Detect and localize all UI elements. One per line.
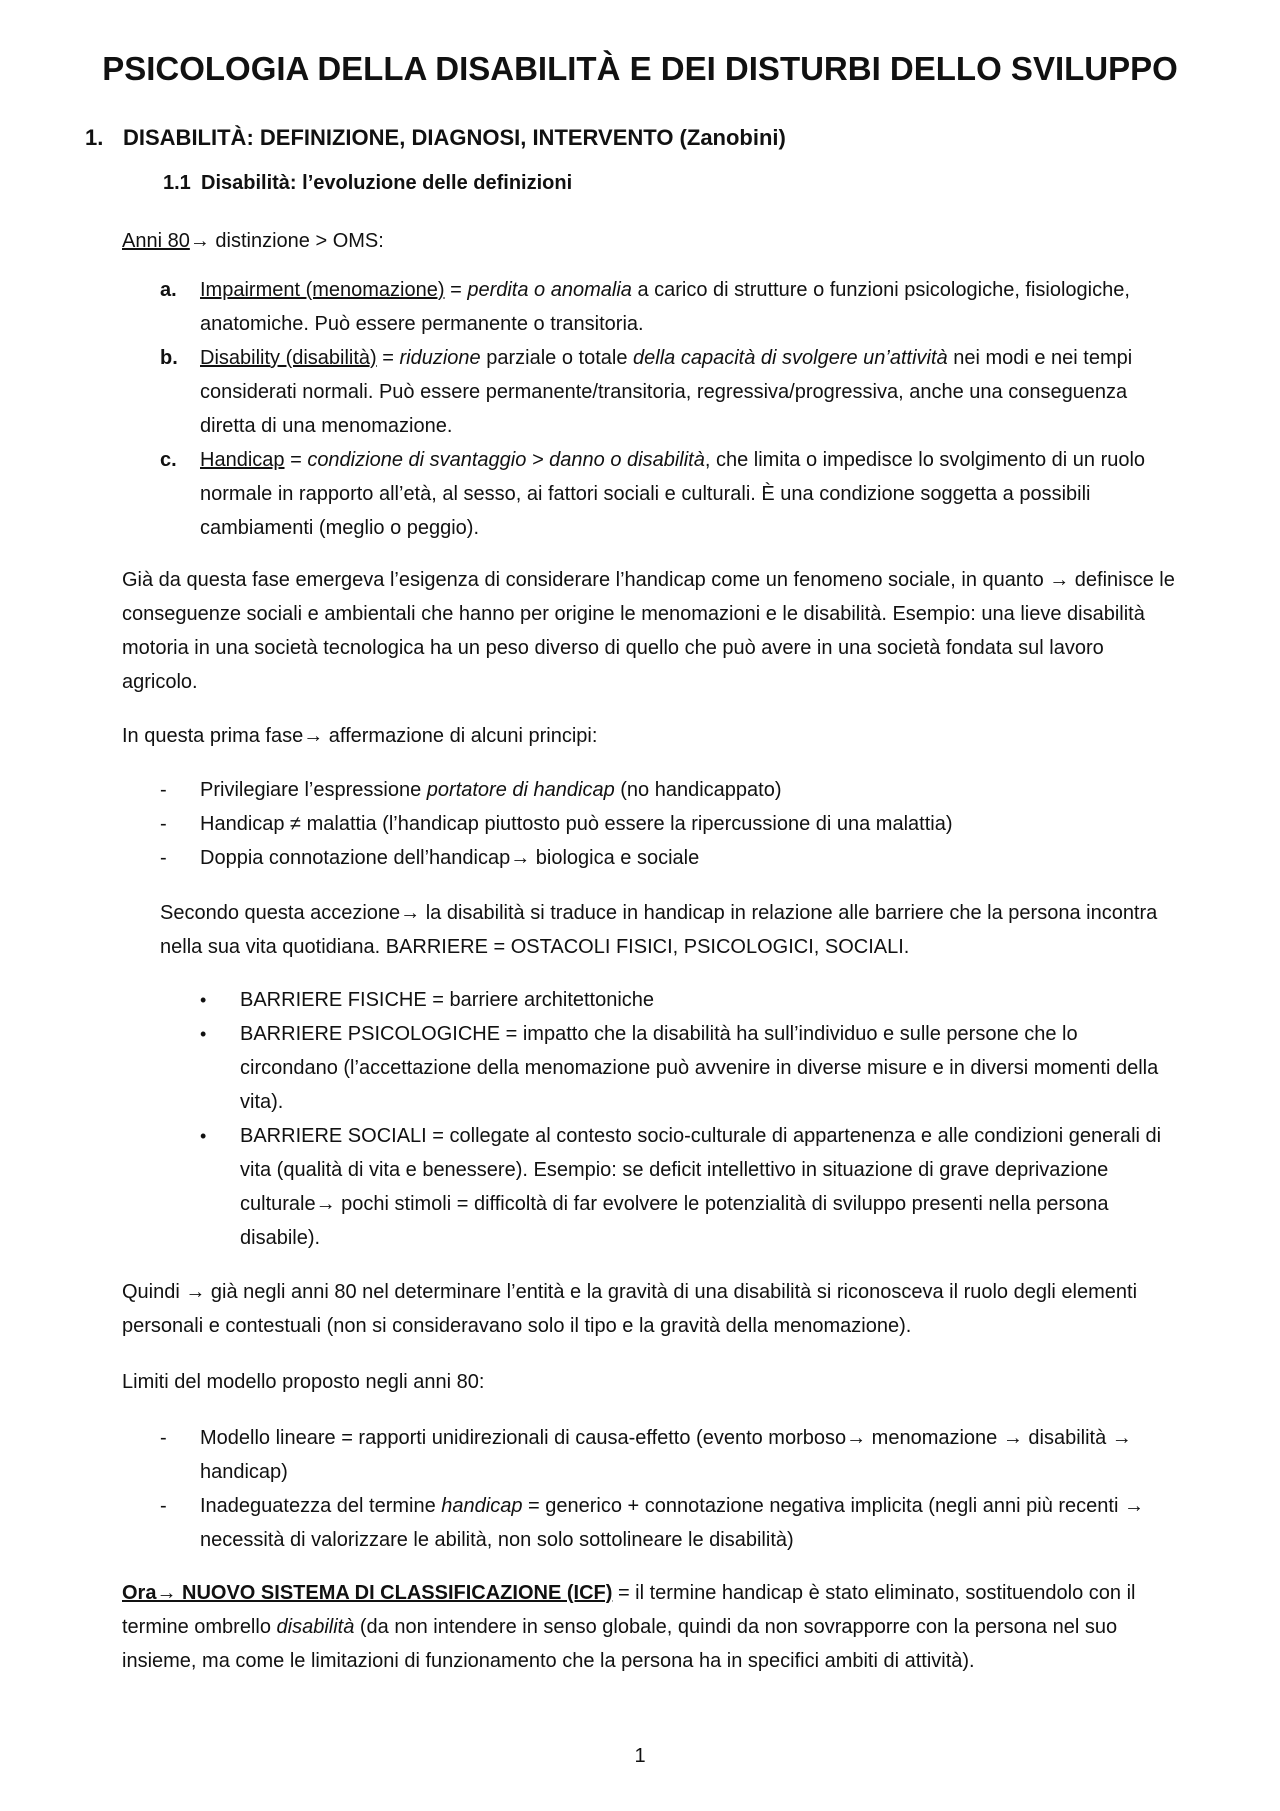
term: Impairment (menomazione) — [200, 279, 445, 301]
list-item — [200, 1119, 1180, 1255]
paragraph: Quindi → già negli anni 80 nel determinare l’entità e la gravità di una disabilità si riconosceva il ruolo degli elementi personali e contestuali (non si consideravano solo il tipo e la gravità della menomazione). — [122, 1281, 1138, 1337]
subsection-title: Disabilità: l’evoluzione delle definizioni — [201, 172, 573, 194]
list-item — [200, 983, 1180, 1017]
document-title: PSICOLOGIA DELLA DISABILITÀ E DEI DISTURBI DELLO SVILUPPO — [102, 50, 1178, 87]
italic-run: perdita o anomalia — [467, 279, 632, 301]
list-item-text: BARRIERE PSICOLOGICHE = impatto che la disabilità ha sull’individuo e sulle persone che lo circondano (l’accettazione della menomazione può avvenire in diverse misure e in diversi momenti della vita). — [240, 1023, 1159, 1113]
list-marker: c. — [160, 449, 177, 471]
bullet-icon: • — [200, 1024, 207, 1044]
bullet-icon: • — [200, 990, 207, 1010]
list-item-text: Doppia connotazione dell’handicap→ biologica e sociale — [200, 847, 700, 869]
icf-paragraph — [122, 1576, 1182, 1678]
italic-run: della capacità di svolgere un’attività — [633, 347, 948, 369]
text-run: (no handicappato) — [614, 779, 782, 801]
text-run: Inadeguatezza del termine — [200, 1495, 442, 1517]
text-run: , che limita o impedisce lo svolgimento di un ruolo normale in rapporto all’età, al sesso, ai fattori sociali e culturali. È una condizione soggetta a possibili cambiamenti (meglio o peggio). — [200, 449, 1146, 539]
text-run: nei modi e nei tempi considerati normali. Può essere permanente/transitoria, regressiva/progressiva, anche una conseguenza diretta di una menomazione. — [200, 347, 1133, 437]
bullet-icon: • — [200, 1126, 207, 1146]
text-run: Privilegiare l’espressione — [200, 779, 427, 801]
list-item-text — [200, 1489, 1180, 1557]
text-run: a carico di strutture o funzioni psicologiche, fisiologiche, anatomiche. Può essere permanente o transitoria. — [200, 279, 1130, 335]
text-run: parziale o totale — [480, 347, 634, 369]
list-item — [160, 1421, 1180, 1489]
arrow-glyph: → — [189, 230, 210, 252]
italic-run: condizione di svantaggio > danno o disabilità — [307, 449, 705, 471]
list-item — [160, 841, 1180, 875]
list-item — [160, 341, 1180, 443]
list-item-text: BARRIERE SOCIALI = collegate al contesto socio-culturale di appartenenza e alle condizioni generali di vita (qualità di vita e benessere). Esempio: se deficit intellettivo in situazione di grave deprivazione culturale→ pochi stimoli = difficoltà di far evolvere le potenzialità di sviluppo presenti nella persona disabile). — [240, 1125, 1162, 1249]
list-item-text: Modello lineare = rapporti unidirezionali di causa-effetto (evento morboso→ menomazione → disabilità → handicap) — [200, 1427, 1132, 1483]
paragraph: Già da questa fase emergeva l’esigenza di considerare l’handicap come un fenomeno sociale, in quanto → definisce le conseguenze sociali e ambientali che hanno per origine le menomazioni e le disabilità. Esempio: una lieve disabilità motoria in una società tecnologica ha un peso diverso di quello che può avere in una società fondata sul lavoro agricolo. — [122, 569, 1175, 693]
term: Disability (disabilità) — [200, 347, 377, 369]
list-marker: - — [160, 1495, 167, 1517]
anni80-text: distinzione > OMS: — [209, 230, 384, 252]
list-item-text: Handicap ≠ malattia (l’handicap piuttosto può essere la ripercussione di una malattia) — [200, 813, 953, 835]
text-run: = generico + connotazione negativa implicita (negli anni più recenti → necessità di valorizzare le abilità, non solo sottolineare le disabilità) — [200, 1495, 1144, 1551]
section-title: DISABILITÀ: DEFINIZIONE, DIAGNOSI, INTERVENTO (Zanobini) — [123, 125, 786, 150]
list-marker: - — [160, 847, 167, 869]
list-item — [160, 273, 1180, 341]
list-item-text — [200, 443, 1180, 545]
list-item-text — [200, 773, 1180, 807]
italic-run: handicap — [441, 1495, 523, 1517]
term: Handicap — [200, 449, 285, 471]
italic-run: portatore di handicap — [426, 779, 615, 801]
list-item — [160, 807, 1180, 841]
section-heading — [85, 125, 786, 151]
text-run: = il termine handicap è stato eliminato, sostituendolo con il termine ombrello — [122, 1582, 1136, 1638]
italic-run: disabilità — [276, 1616, 355, 1638]
list-marker: - — [160, 1427, 167, 1449]
italic-run: riduzione — [399, 347, 481, 369]
list-item — [160, 443, 1180, 545]
list-marker: - — [160, 813, 167, 835]
text-run: = — [376, 347, 400, 369]
section-number: 1. — [85, 125, 104, 150]
list-marker: - — [160, 779, 167, 801]
anni80-label: Anni 80 — [122, 230, 190, 252]
list-item — [160, 773, 1180, 807]
list-marker: a. — [160, 279, 177, 301]
list-item — [200, 1017, 1180, 1119]
barriers-list — [200, 983, 1180, 1255]
paragraph: Secondo questa accezione→ la disabilità si traduce in handicap in relazione alle barriere che la persona incontra nella sua vita quotidiana. BARRIERE = OSTACOLI FISICI, PSICOLOGICI, SOCIALI. — [160, 902, 1158, 958]
definitions-list — [160, 273, 1180, 545]
anni80-paragraph — [122, 224, 1182, 258]
icf-heading: Ora→ NUOVO SISTEMA DI CLASSIFICAZIONE (ICF) — [122, 1582, 613, 1604]
list-item-text — [200, 273, 1180, 341]
principles-list — [160, 773, 1180, 875]
paragraph: In questa prima fase→ affermazione di alcuni principi: — [122, 725, 598, 747]
list-item — [160, 1489, 1180, 1557]
text-run: = — [444, 279, 468, 301]
subsection-heading — [163, 172, 572, 195]
text-run: (da non intendere in senso globale, quindi da non sovrapporre con la persona nel suo insieme, ma come le limitazioni di funzionamento che la persona ha in specifici ambiti di attività). — [122, 1616, 1118, 1672]
limits-list — [160, 1421, 1180, 1557]
list-item-text: BARRIERE FISICHE = barriere architettoniche — [240, 989, 655, 1011]
page-number: 1 — [634, 1745, 646, 1767]
list-marker: b. — [160, 347, 178, 369]
paragraph: Limiti del modello proposto negli anni 80: — [122, 1371, 485, 1393]
list-item-text — [200, 341, 1180, 443]
subsection-number: 1.1 — [163, 172, 191, 194]
text-run: = — [284, 449, 308, 471]
